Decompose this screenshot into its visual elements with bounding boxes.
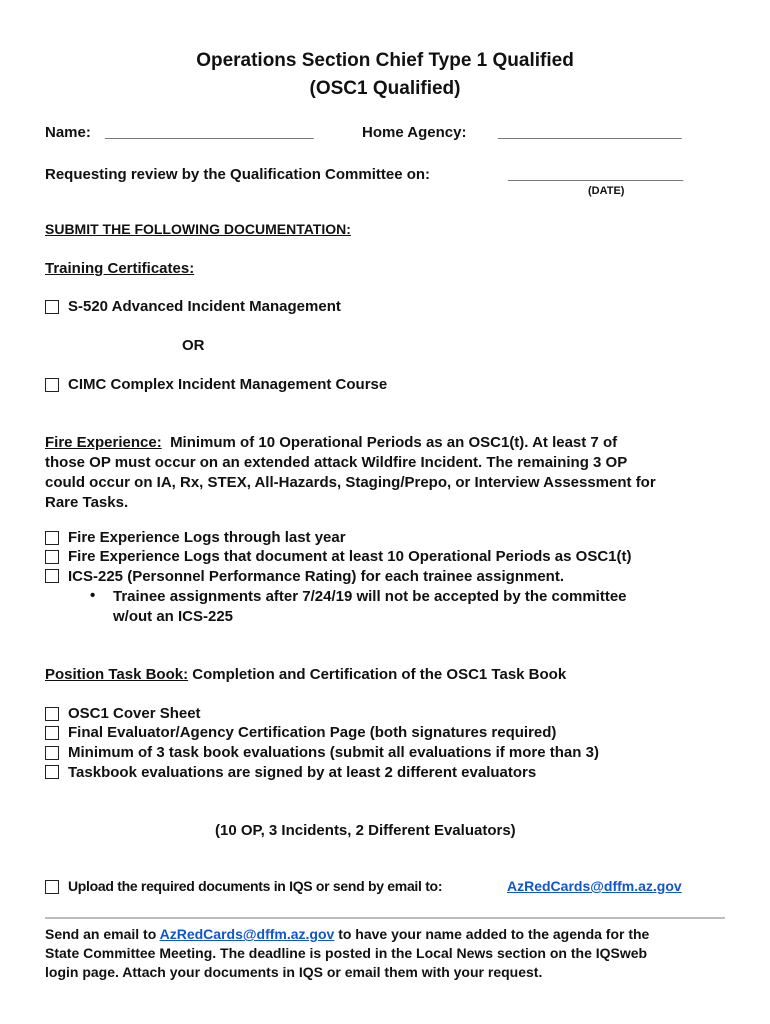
submit-heading: SUBMIT THE FOLLOWING DOCUMENTATION: [45, 221, 351, 237]
bullet-dot-icon: • [90, 587, 96, 604]
footer-part2: to have your name added to the agenda for the [338, 926, 650, 942]
home-agency-field[interactable]: ______________________ [498, 124, 682, 141]
date-caption: (DATE) [588, 185, 625, 197]
cover-sheet-checkbox[interactable] [45, 707, 59, 721]
certification-page-label: Final Evaluator/Agency Certification Page (both signatures required) [68, 724, 557, 741]
name-label: Name: [45, 124, 91, 141]
home-agency-label: Home Agency: [362, 124, 467, 141]
fire-experience-line2: those OP must occur on an extended attack Wildfire Incident. The remaining 3 OP [45, 454, 628, 471]
fire-experience-line4: Rare Tasks. [45, 494, 129, 511]
fire-logs-10op-label: Fire Experience Logs that document at least 10 Operational Periods as OSC1(t) [68, 548, 632, 565]
or-label: OR [182, 337, 205, 354]
evaluators-checkbox[interactable] [45, 765, 59, 779]
upload-label: Upload the required documents in IQS or send by email to: [68, 878, 443, 894]
cimc-label: CIMC Complex Incident Management Course [68, 376, 388, 393]
footer-part1: Send an email to [45, 926, 157, 942]
certification-page-checkbox[interactable] [45, 726, 59, 740]
fire-logs-10op-checkbox[interactable] [45, 550, 59, 564]
s520-label: S-520 Advanced Incident Management [68, 298, 341, 315]
fire-logs-label: Fire Experience Logs through last year [68, 529, 346, 546]
fire-experience-line3: could occur on IA, Rx, STEX, All-Hazards, Staging/Prepo, or Interview Assessment for [45, 474, 656, 491]
evaluators-label: Taskbook evaluations are signed by at least 2 different evaluators [68, 764, 537, 781]
footer-line3: login page. Attach your documents in IQS or email them with your request. [45, 964, 543, 980]
upload-email-link[interactable]: AzRedCards@dffm.az.gov [507, 878, 682, 894]
s520-checkbox[interactable] [45, 300, 59, 314]
page-subtitle: (OSC1 Qualified) [309, 78, 461, 99]
fire-logs-checkbox[interactable] [45, 531, 59, 545]
fire-experience-text: Minimum of 10 Operational Periods as an OSC1(t). At least 7 of [170, 434, 618, 451]
fire-experience-heading: Fire Experience: [45, 434, 162, 451]
divider [45, 917, 725, 919]
fire-experience-paragraph [45, 433, 735, 513]
cover-sheet-label: OSC1 Cover Sheet [68, 705, 201, 722]
ptb-line [45, 666, 566, 683]
footer-paragraph [45, 925, 745, 982]
bullet-line2: w/out an ICS-225 [113, 608, 234, 625]
ics225-checkbox[interactable] [45, 569, 59, 583]
ics225-label: ICS-225 (Personnel Performance Rating) for each trainee assignment. [68, 568, 564, 585]
footer-email-link[interactable]: AzRedCards@dffm.az.gov [159, 926, 335, 942]
evaluations-label: Minimum of 3 task book evaluations (submit all evaluations if more than 3) [68, 744, 599, 761]
requirements-summary: (10 OP, 3 Incidents, 2 Different Evaluators) [215, 822, 516, 839]
upload-checkbox[interactable] [45, 880, 59, 894]
evaluations-checkbox[interactable] [45, 746, 59, 760]
bullet-line1: Trainee assignments after 7/24/19 will not be accepted by the committee [113, 588, 627, 605]
ptb-text: Completion and Certification of the OSC1 Task Book [192, 666, 567, 683]
ptb-heading: Position Task Book: [45, 666, 189, 683]
request-date-field[interactable]: _____________________ [508, 166, 684, 183]
cimc-checkbox[interactable] [45, 378, 59, 392]
training-heading: Training Certificates: [45, 260, 195, 277]
name-field[interactable]: _________________________ [105, 124, 314, 141]
page-title: Operations Section Chief Type 1 Qualified [196, 50, 574, 71]
footer-line2: State Committee Meeting. The deadline is posted in the Local News section on the IQSweb [45, 945, 648, 961]
request-review-label: Requesting review by the Qualification Committee on: [45, 166, 431, 183]
